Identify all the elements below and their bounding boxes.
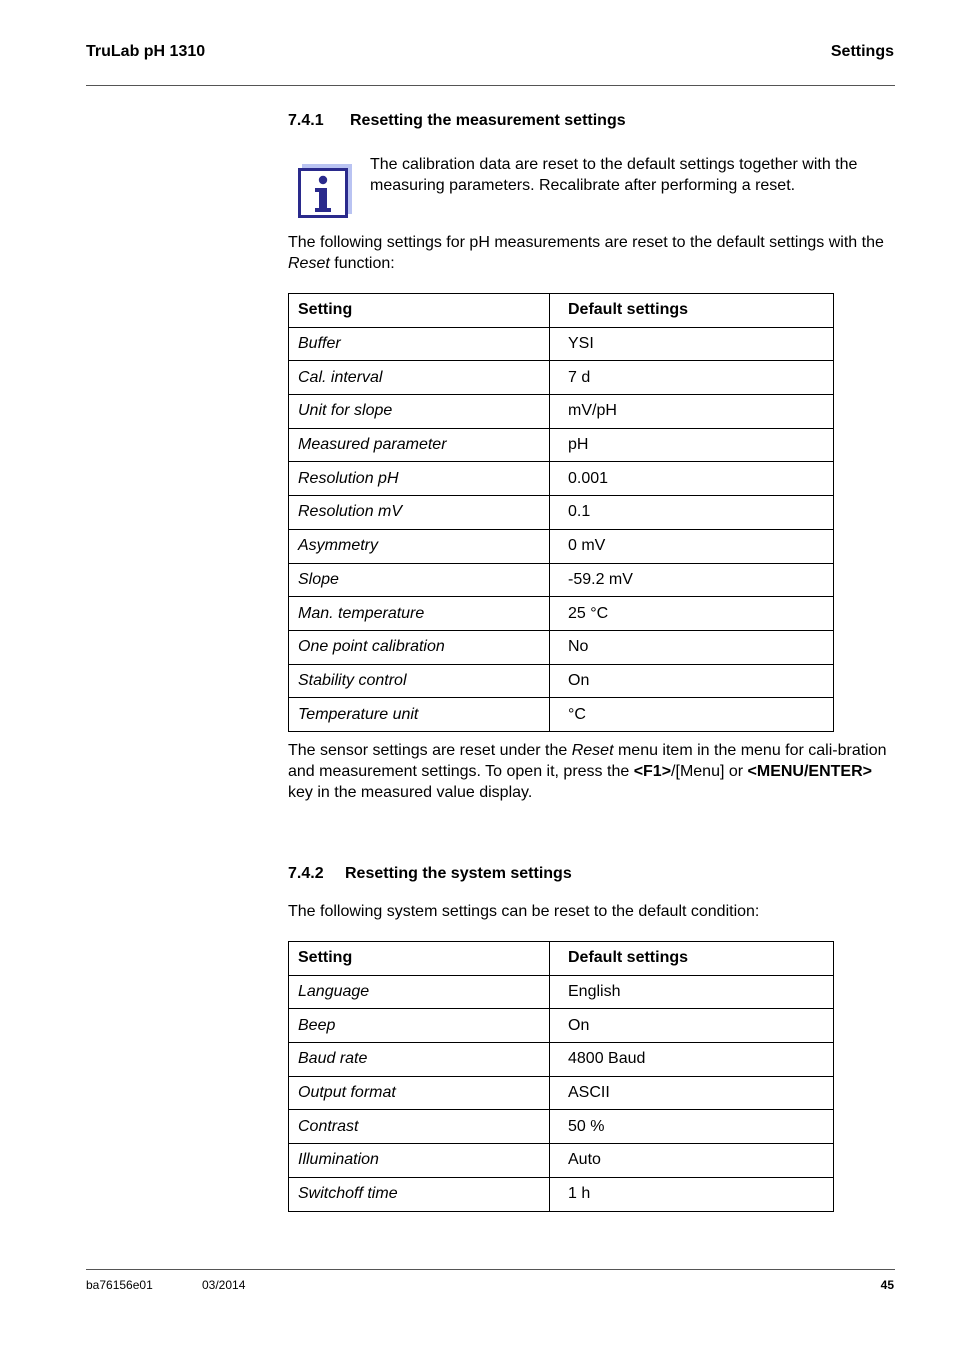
setting-default-value: 25 °C xyxy=(550,597,834,631)
setting-name: Language xyxy=(289,975,550,1009)
table-row xyxy=(289,327,834,361)
setting-default-value: 50 % xyxy=(550,1110,834,1144)
setting-default-value: 0 mV xyxy=(550,529,834,563)
footer-rule xyxy=(86,1269,895,1270)
setting-default-value: 0.1 xyxy=(550,496,834,530)
table-header-default: Default settings xyxy=(550,942,834,976)
setting-default-value: pH xyxy=(550,428,834,462)
section-heading-7-4-1 xyxy=(288,112,626,130)
setting-name: Stability control xyxy=(289,664,550,698)
info-icon xyxy=(298,164,352,218)
section1-intro: The following settings for pH measurements are reset to the default settings with the Reset function: xyxy=(288,234,884,272)
setting-name: Contrast xyxy=(289,1110,550,1144)
setting-default-value: Auto xyxy=(550,1144,834,1178)
table-row xyxy=(289,1177,834,1211)
table-row xyxy=(289,1110,834,1144)
table-header-setting: Setting xyxy=(289,294,550,328)
setting-default-value: 0.001 xyxy=(550,462,834,496)
section2-intro: The following system settings can be reset to the default condition: xyxy=(288,903,760,920)
section-number: 7.4.1 xyxy=(288,112,324,129)
footer-date: 03/2014 xyxy=(202,1278,246,1292)
setting-name: Temperature unit xyxy=(289,698,550,732)
calibration-reset-note: The calibration data are reset to the default settings together with the measuring parameters. Recalibrate after performing a reset. xyxy=(370,156,858,194)
table-row xyxy=(289,563,834,597)
setting-default-value: On xyxy=(550,664,834,698)
footer-page-number: 45 xyxy=(880,1278,894,1292)
setting-default-value: English xyxy=(550,975,834,1009)
setting-name: Unit for slope xyxy=(289,395,550,429)
setting-name: Output format xyxy=(289,1076,550,1110)
table-row xyxy=(289,975,834,1009)
setting-default-value: 7 d xyxy=(550,361,834,395)
setting-name: Resolution mV xyxy=(289,496,550,530)
setting-default-value: 4800 Baud xyxy=(550,1043,834,1077)
setting-default-value: On xyxy=(550,1009,834,1043)
section-title: Resetting the system settings xyxy=(345,865,572,882)
setting-name: Asymmetry xyxy=(289,529,550,563)
setting-default-value: °C xyxy=(550,698,834,732)
table-row xyxy=(289,597,834,631)
header-chapter-name: Settings xyxy=(830,43,894,60)
footer-document-code: ba76156e01 xyxy=(86,1278,153,1292)
setting-name: Beep xyxy=(289,1009,550,1043)
setting-name: Buffer xyxy=(289,327,550,361)
setting-name: One point calibration xyxy=(289,630,550,664)
table-row xyxy=(289,698,834,732)
setting-default-value: YSI xyxy=(550,327,834,361)
header-product-name: TruLab pH 1310 xyxy=(86,43,206,60)
header-rule xyxy=(86,85,895,86)
table-row xyxy=(289,1009,834,1043)
section-title: Resetting the measurement settings xyxy=(350,112,626,129)
setting-name: Cal. interval xyxy=(289,361,550,395)
system-settings-table xyxy=(288,941,834,1212)
setting-name: Man. temperature xyxy=(289,597,550,631)
setting-default-value: -59.2 mV xyxy=(550,563,834,597)
table-row xyxy=(289,1043,834,1077)
section-number: 7.4.2 xyxy=(288,865,324,882)
table-row xyxy=(289,630,834,664)
table-row xyxy=(289,496,834,530)
setting-name: Measured parameter xyxy=(289,428,550,462)
table-row xyxy=(289,1076,834,1110)
table-row xyxy=(289,462,834,496)
table-row xyxy=(289,361,834,395)
setting-name: Illumination xyxy=(289,1144,550,1178)
setting-name: Switchoff time xyxy=(289,1177,550,1211)
table-row xyxy=(289,428,834,462)
setting-default-value: No xyxy=(550,630,834,664)
table-row xyxy=(289,529,834,563)
setting-name: Resolution pH xyxy=(289,462,550,496)
setting-default-value: 1 h xyxy=(550,1177,834,1211)
section1-after-text: The sensor settings are reset under the Reset menu item in the menu for cali-bration and measurement settings. To open it, press the <F1>/[Menu] or <MENU/ENTER> key in the measured value display. xyxy=(288,742,887,801)
setting-name: Slope xyxy=(289,563,550,597)
setting-default-value: mV/pH xyxy=(550,395,834,429)
table-row xyxy=(289,1144,834,1178)
table-header-setting: Setting xyxy=(289,942,550,976)
table-row xyxy=(289,395,834,429)
setting-default-value: ASCII xyxy=(550,1076,834,1110)
table-row xyxy=(289,664,834,698)
section-heading-7-4-2 xyxy=(288,865,572,883)
measurement-settings-table xyxy=(288,293,834,732)
table-header-default: Default settings xyxy=(550,294,834,328)
setting-name: Baud rate xyxy=(289,1043,550,1077)
